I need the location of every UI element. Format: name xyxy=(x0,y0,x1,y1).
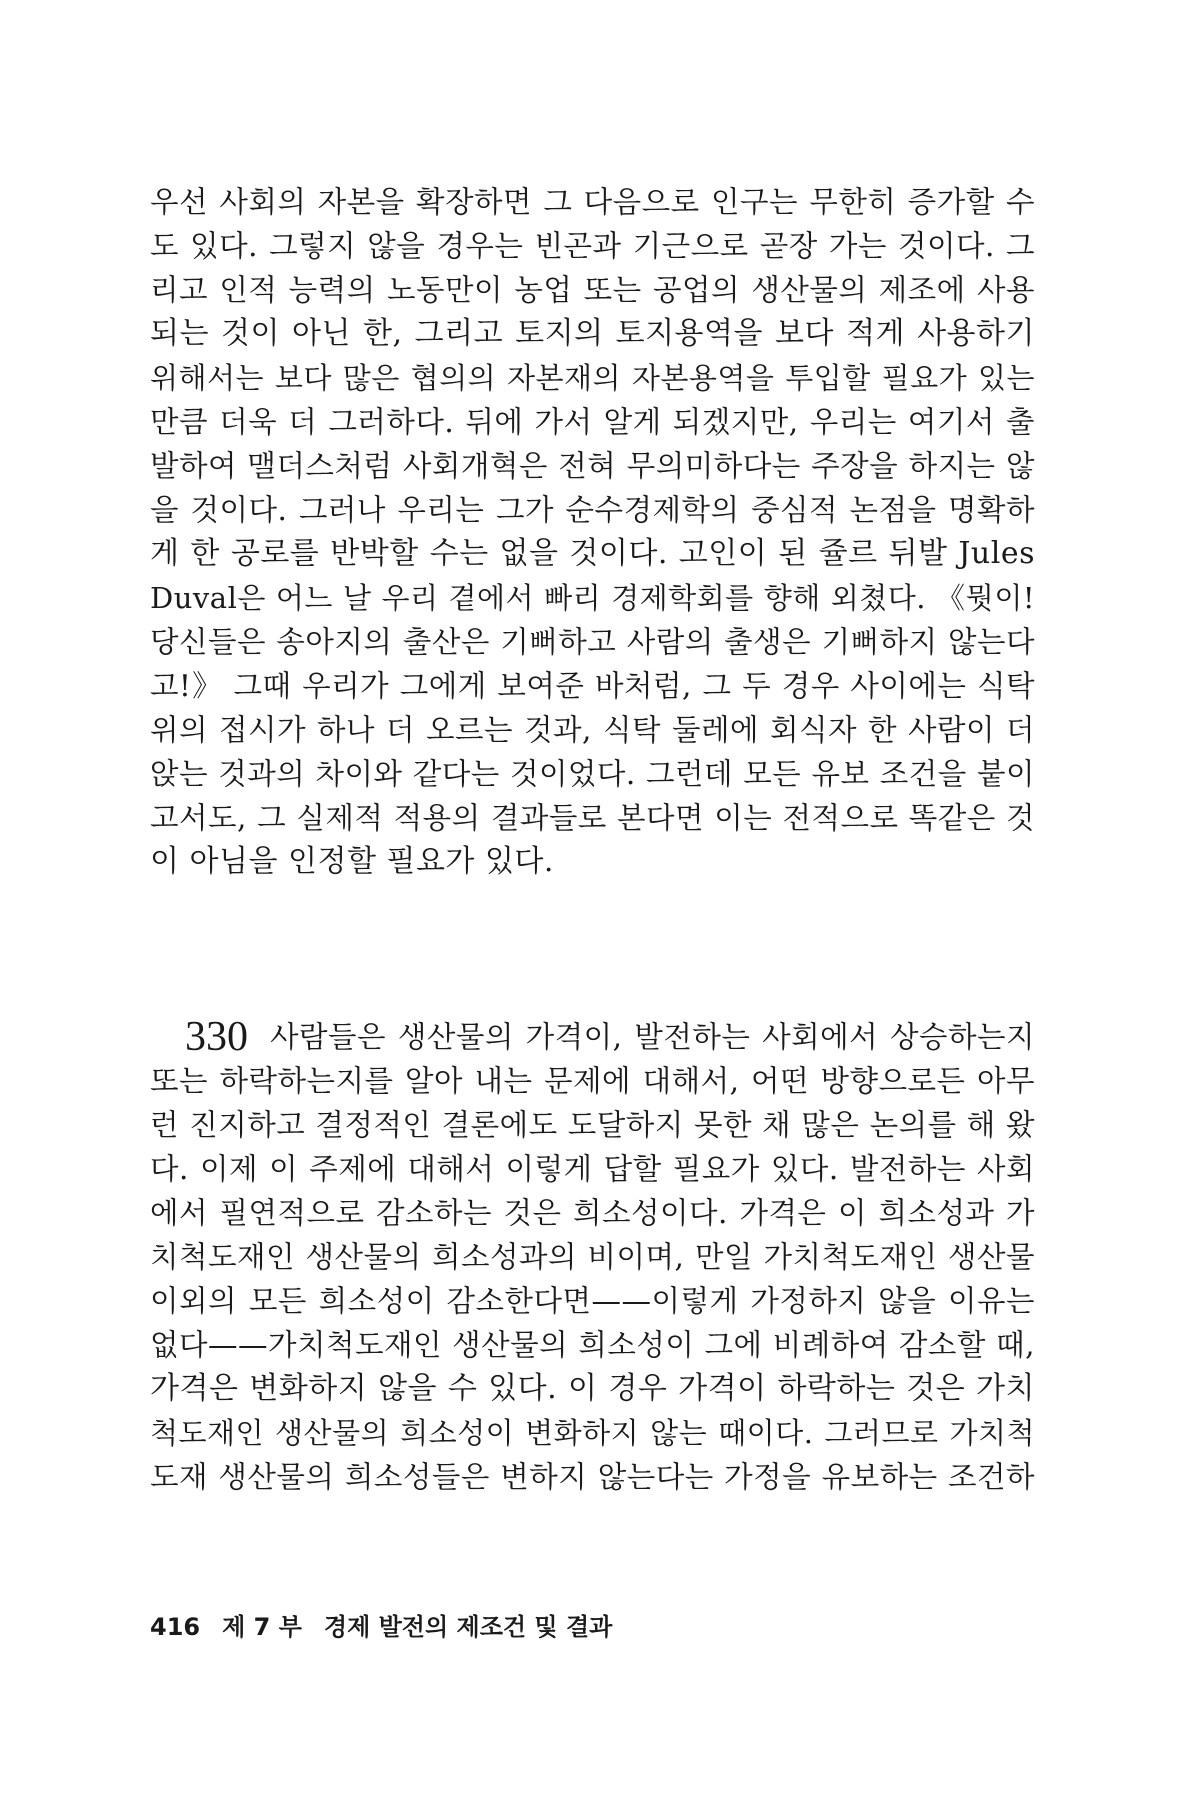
text-line: 게 한 공로를 반박할 수는 없을 것이다. 고인이 된 쥴르 뒤발 Jules xyxy=(150,536,1035,571)
text-line: 발하여 맬더스처럼 사회개혁은 전혀 무의미하다는 주장을 하지는 않 xyxy=(150,449,1035,483)
text-line: 런 진지하고 결정적인 결론에도 도달하지 못한 채 많은 논의를 해 왔 xyxy=(150,1108,1035,1142)
text-line: 리고 인적 능력의 노동만이 농업 또는 공업의 생산물의 제조에 사용 xyxy=(150,273,1035,307)
page-footer xyxy=(150,1612,612,1642)
text-line: 가격은 변화하지 않을 수 있다. 이 경우 가격이 하락하는 것은 가치 xyxy=(150,1371,1035,1406)
text-line: 고서도, 그 실제적 적용의 결과들로 본다면 이는 전적으로 똑같은 것 xyxy=(150,801,1035,835)
text-line: 척도재인 생산물의 희소성이 변화하지 않는 때이다. 그러므로 가치척 xyxy=(150,1416,1035,1450)
text-line: 없다——가치척도재인 생산물의 희소성이 그에 비례하여 감소할 때, xyxy=(150,1328,1035,1362)
chapter-title: 경제 발전의 제조건 및 결과 xyxy=(323,1613,613,1641)
text-line: 사람들은 생산물의 가격이, 발전하는 사회에서 상승하는지 xyxy=(270,1020,1035,1054)
section-first-line xyxy=(150,1015,1035,1059)
text-line: 고!》 그때 우리가 그에게 보여준 바처럼, 그 두 경우 사이에는 식탁 xyxy=(150,669,1035,703)
page-number: 416 xyxy=(150,1613,201,1641)
text-line: 위해서는 보다 많은 협의의 자본재의 자본용역을 투입할 필요가 있는 xyxy=(150,361,1035,395)
text-line: Duval은 어느 날 우리 곁에서 빠리 경제학회를 향해 외쳤다. 《뭣이! xyxy=(150,581,1035,615)
text-line: 우선 사회의 자본을 확장하면 그 다음으로 인구는 무한히 증가할 수 xyxy=(150,185,1035,219)
text-line: 위의 접시가 하나 더 오르는 것과, 식탁 둘레에 회식자 한 사람이 더 xyxy=(150,713,1035,747)
paragraph-2 xyxy=(150,1015,1035,1499)
section-number: 330 xyxy=(185,1014,248,1060)
text-line: 다. 이제 이 주제에 대해서 이렇게 답할 필요가 있다. 발전하는 사회 xyxy=(150,1152,1035,1186)
paragraph-1 xyxy=(150,180,1035,884)
text-line: 당신들은 송아지의 출산은 기뻐하고 사람의 출생은 기뻐하지 않는다 xyxy=(150,625,1035,659)
text-line: 또는 하락하는지를 알아 내는 문제에 대해서, 어떤 방향으로든 아무 xyxy=(150,1064,1035,1098)
text-line: 만큼 더욱 더 그러하다. 뒤에 가서 알게 되겠지만, 우리는 여기서 출 xyxy=(150,405,1035,439)
text-line: 되는 것이 아닌 한, 그리고 토지의 토지용역을 보다 적게 사용하기 xyxy=(150,316,1035,351)
text-line: 도 있다. 그렇지 않을 경우는 빈곤과 기근으로 곧장 가는 것이다. 그 xyxy=(150,229,1035,263)
text-line: 에서 필연적으로 감소하는 것은 희소성이다. 가격은 이 희소성과 가 xyxy=(150,1196,1035,1230)
text-line: 치척도재인 생산물의 희소성과의 비이며, 만일 가치척도재인 생산물 xyxy=(150,1240,1035,1274)
part-label: 제 7 부 xyxy=(222,1613,302,1641)
text-line: 을 것이다. 그러나 우리는 그가 순수경제학의 중심적 논점을 명확하 xyxy=(150,493,1035,527)
text-line: 도재 생산물의 희소성들은 변하지 않는다는 가정을 유보하는 조건하 xyxy=(150,1460,1035,1494)
text-line: 이 아님을 인정할 필요가 있다. xyxy=(150,844,554,879)
text-line: 앉는 것과의 차이와 같다는 것이었다. 그런데 모든 유보 조건을 붙이 xyxy=(150,757,1035,791)
text-line: 이외의 모든 희소성이 감소한다면——이렇게 가정하지 않을 이유는 xyxy=(150,1284,1035,1318)
